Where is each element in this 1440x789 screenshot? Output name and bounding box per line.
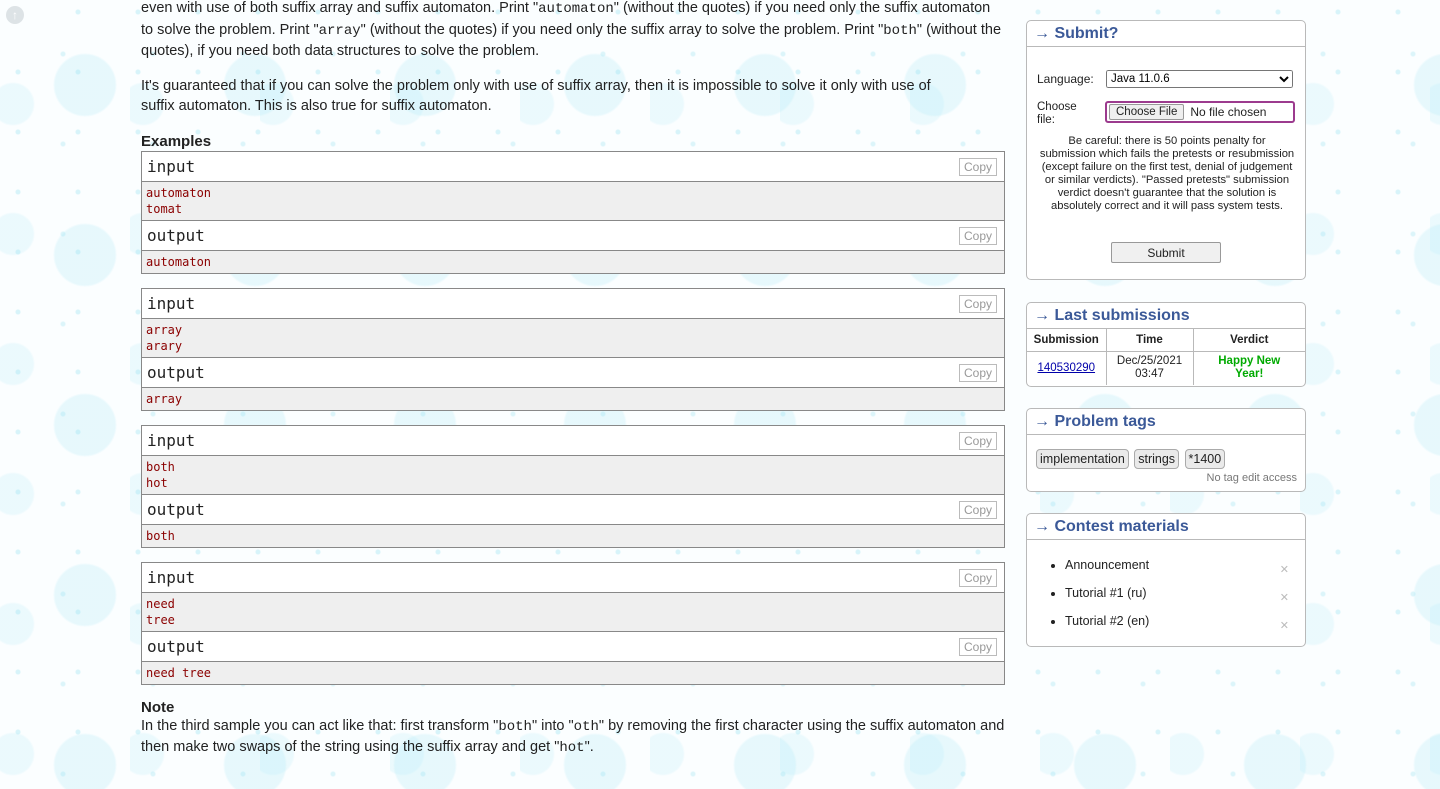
output-header: [142, 221, 1004, 251]
output-line: both: [146, 528, 175, 543]
input-content: [142, 182, 1004, 221]
output-label: output: [147, 499, 205, 519]
input-label: input: [147, 156, 196, 176]
output-label: output: [147, 636, 205, 656]
copy-output-button[interactable]: Copy: [959, 227, 997, 245]
penalty-warning: Be careful: there is 50 points penalty for submission which fails the pretests or resubmission (except failure on the first test, denial of judgement or similar verdicts). "Passed pretests" submission verdict doesn't guarantee that the solution is absolutely correct and it will pass system tests.: [1039, 135, 1295, 212]
input-content: [142, 593, 1004, 632]
problem-statement: [141, 0, 1005, 759]
submission-link[interactable]: 140530290: [1037, 361, 1096, 374]
output-header: [142, 358, 1004, 388]
last-submissions-title: → Last submissions: [1027, 303, 1305, 329]
examples-title: Examples: [141, 132, 212, 150]
input-line: array: [146, 322, 183, 337]
copy-input-button[interactable]: Copy: [959, 295, 997, 313]
language-label: Language:: [1037, 72, 1094, 86]
input-label: input: [147, 430, 196, 450]
tag-difficulty[interactable]: *1400: [1185, 449, 1226, 469]
output-header: [142, 632, 1004, 662]
note-title: Note: [141, 698, 175, 716]
table-row: [1027, 351, 1305, 385]
submissions-table: [1027, 329, 1305, 385]
language-row: [1037, 70, 1293, 88]
input-header: [142, 426, 1004, 456]
copy-input-button[interactable]: Copy: [959, 158, 997, 176]
output-content: [142, 251, 1004, 273]
file-row: [1037, 101, 1295, 127]
problem-tags-title: → Problem tags: [1027, 409, 1305, 435]
file-input[interactable]: [1105, 101, 1295, 123]
input-header: [142, 563, 1004, 593]
close-icon[interactable]: ✕: [1279, 564, 1289, 576]
input-label: input: [147, 293, 196, 313]
note-paragraph: In the third sample you can act like that: first transform "both" into "oth" by removing the first character using the suffix automaton and then make two swaps of the string using the suffix array and get "hot".: [141, 717, 1005, 756]
output-header: [142, 495, 1004, 525]
output-line: automaton: [146, 254, 212, 269]
copy-input-button[interactable]: Copy: [959, 432, 997, 450]
example-block: [141, 288, 1005, 411]
example-block: [141, 425, 1005, 548]
input-line: hot: [146, 475, 168, 490]
input-label: input: [147, 567, 196, 587]
choose-file-label: Choose file:: [1037, 101, 1077, 126]
output-line: array: [146, 391, 183, 406]
language-select[interactable]: [1106, 70, 1293, 88]
time-cell: Dec/25/2021 03:47: [1106, 351, 1193, 385]
output-content: [142, 525, 1004, 547]
input-content: [142, 319, 1004, 358]
choose-file-button[interactable]: Choose File: [1109, 104, 1184, 120]
submit-button[interactable]: Submit: [1111, 242, 1221, 263]
close-icon[interactable]: ✕: [1279, 592, 1289, 604]
problem-tags-box: [1026, 408, 1306, 492]
input-header: [142, 289, 1004, 319]
submission-cell: [1027, 351, 1106, 385]
output-label: output: [147, 225, 205, 245]
output-label: output: [147, 362, 205, 382]
list-item: [1065, 583, 1305, 611]
example-block: [141, 562, 1005, 685]
material-link-tutorial-en[interactable]: Tutorial #2 (en): [1065, 614, 1150, 628]
guarantee-paragraph: It's guaranteed that if you can solve the problem only with use of suffix array, then it is impossible to solve it only with use of suffix automaton. This is also true for suffix automaton.: [141, 77, 931, 114]
scroll-top-icon[interactable]: ↑: [6, 6, 24, 24]
output-content: [142, 662, 1004, 684]
examples-list: [141, 151, 1005, 685]
contest-materials-title: → Contest materials: [1027, 514, 1305, 540]
copy-output-button[interactable]: Copy: [959, 638, 997, 656]
list-item: [1065, 555, 1305, 583]
contest-materials-box: [1026, 513, 1306, 647]
input-line: tree: [146, 612, 175, 627]
input-line: arary: [146, 338, 183, 353]
col-header-submission: Submission: [1027, 329, 1106, 351]
input-line: tomat: [146, 201, 183, 216]
copy-input-button[interactable]: Copy: [959, 569, 997, 587]
submit-box-title: → Submit?: [1027, 21, 1305, 47]
material-link-tutorial-ru[interactable]: Tutorial #1 (ru): [1065, 586, 1147, 600]
last-submissions-box: [1026, 302, 1306, 387]
example-block: [141, 151, 1005, 274]
verdict-cell: Happy New Year!: [1218, 355, 1281, 381]
copy-output-button[interactable]: Copy: [959, 364, 997, 382]
input-content: [142, 456, 1004, 495]
materials-list: [1027, 555, 1305, 639]
tag-strings[interactable]: strings: [1134, 449, 1179, 469]
submit-box: [1026, 20, 1306, 280]
col-header-verdict: Verdict: [1193, 329, 1305, 351]
output-line: need tree: [146, 665, 212, 680]
input-header: [142, 152, 1004, 182]
material-link-announcement[interactable]: Announcement: [1065, 558, 1150, 572]
input-line: automaton: [146, 185, 212, 200]
output-spec-paragraph: even with use of both suffix array and suffix automaton. Print "automaton" (without the quotes) if you need only the suffix automaton to solve the problem. Print "array" (without the quotes) if you need only the suffix array to solve the problem. Print "both" (without the quotes), if you need both data structures to solve the problem.: [141, 0, 1002, 59]
tag-implementation[interactable]: implementation: [1036, 449, 1129, 469]
no-tag-edit-text: No tag edit access: [1206, 472, 1297, 484]
list-item: [1065, 611, 1305, 639]
close-icon[interactable]: ✕: [1279, 620, 1289, 632]
copy-output-button[interactable]: Copy: [959, 501, 997, 519]
no-file-text: No file chosen: [1190, 105, 1267, 119]
output-content: [142, 388, 1004, 410]
tags-list: [1036, 449, 1226, 469]
input-line: need: [146, 596, 175, 611]
col-header-time: Time: [1106, 329, 1193, 351]
input-line: both: [146, 459, 175, 474]
